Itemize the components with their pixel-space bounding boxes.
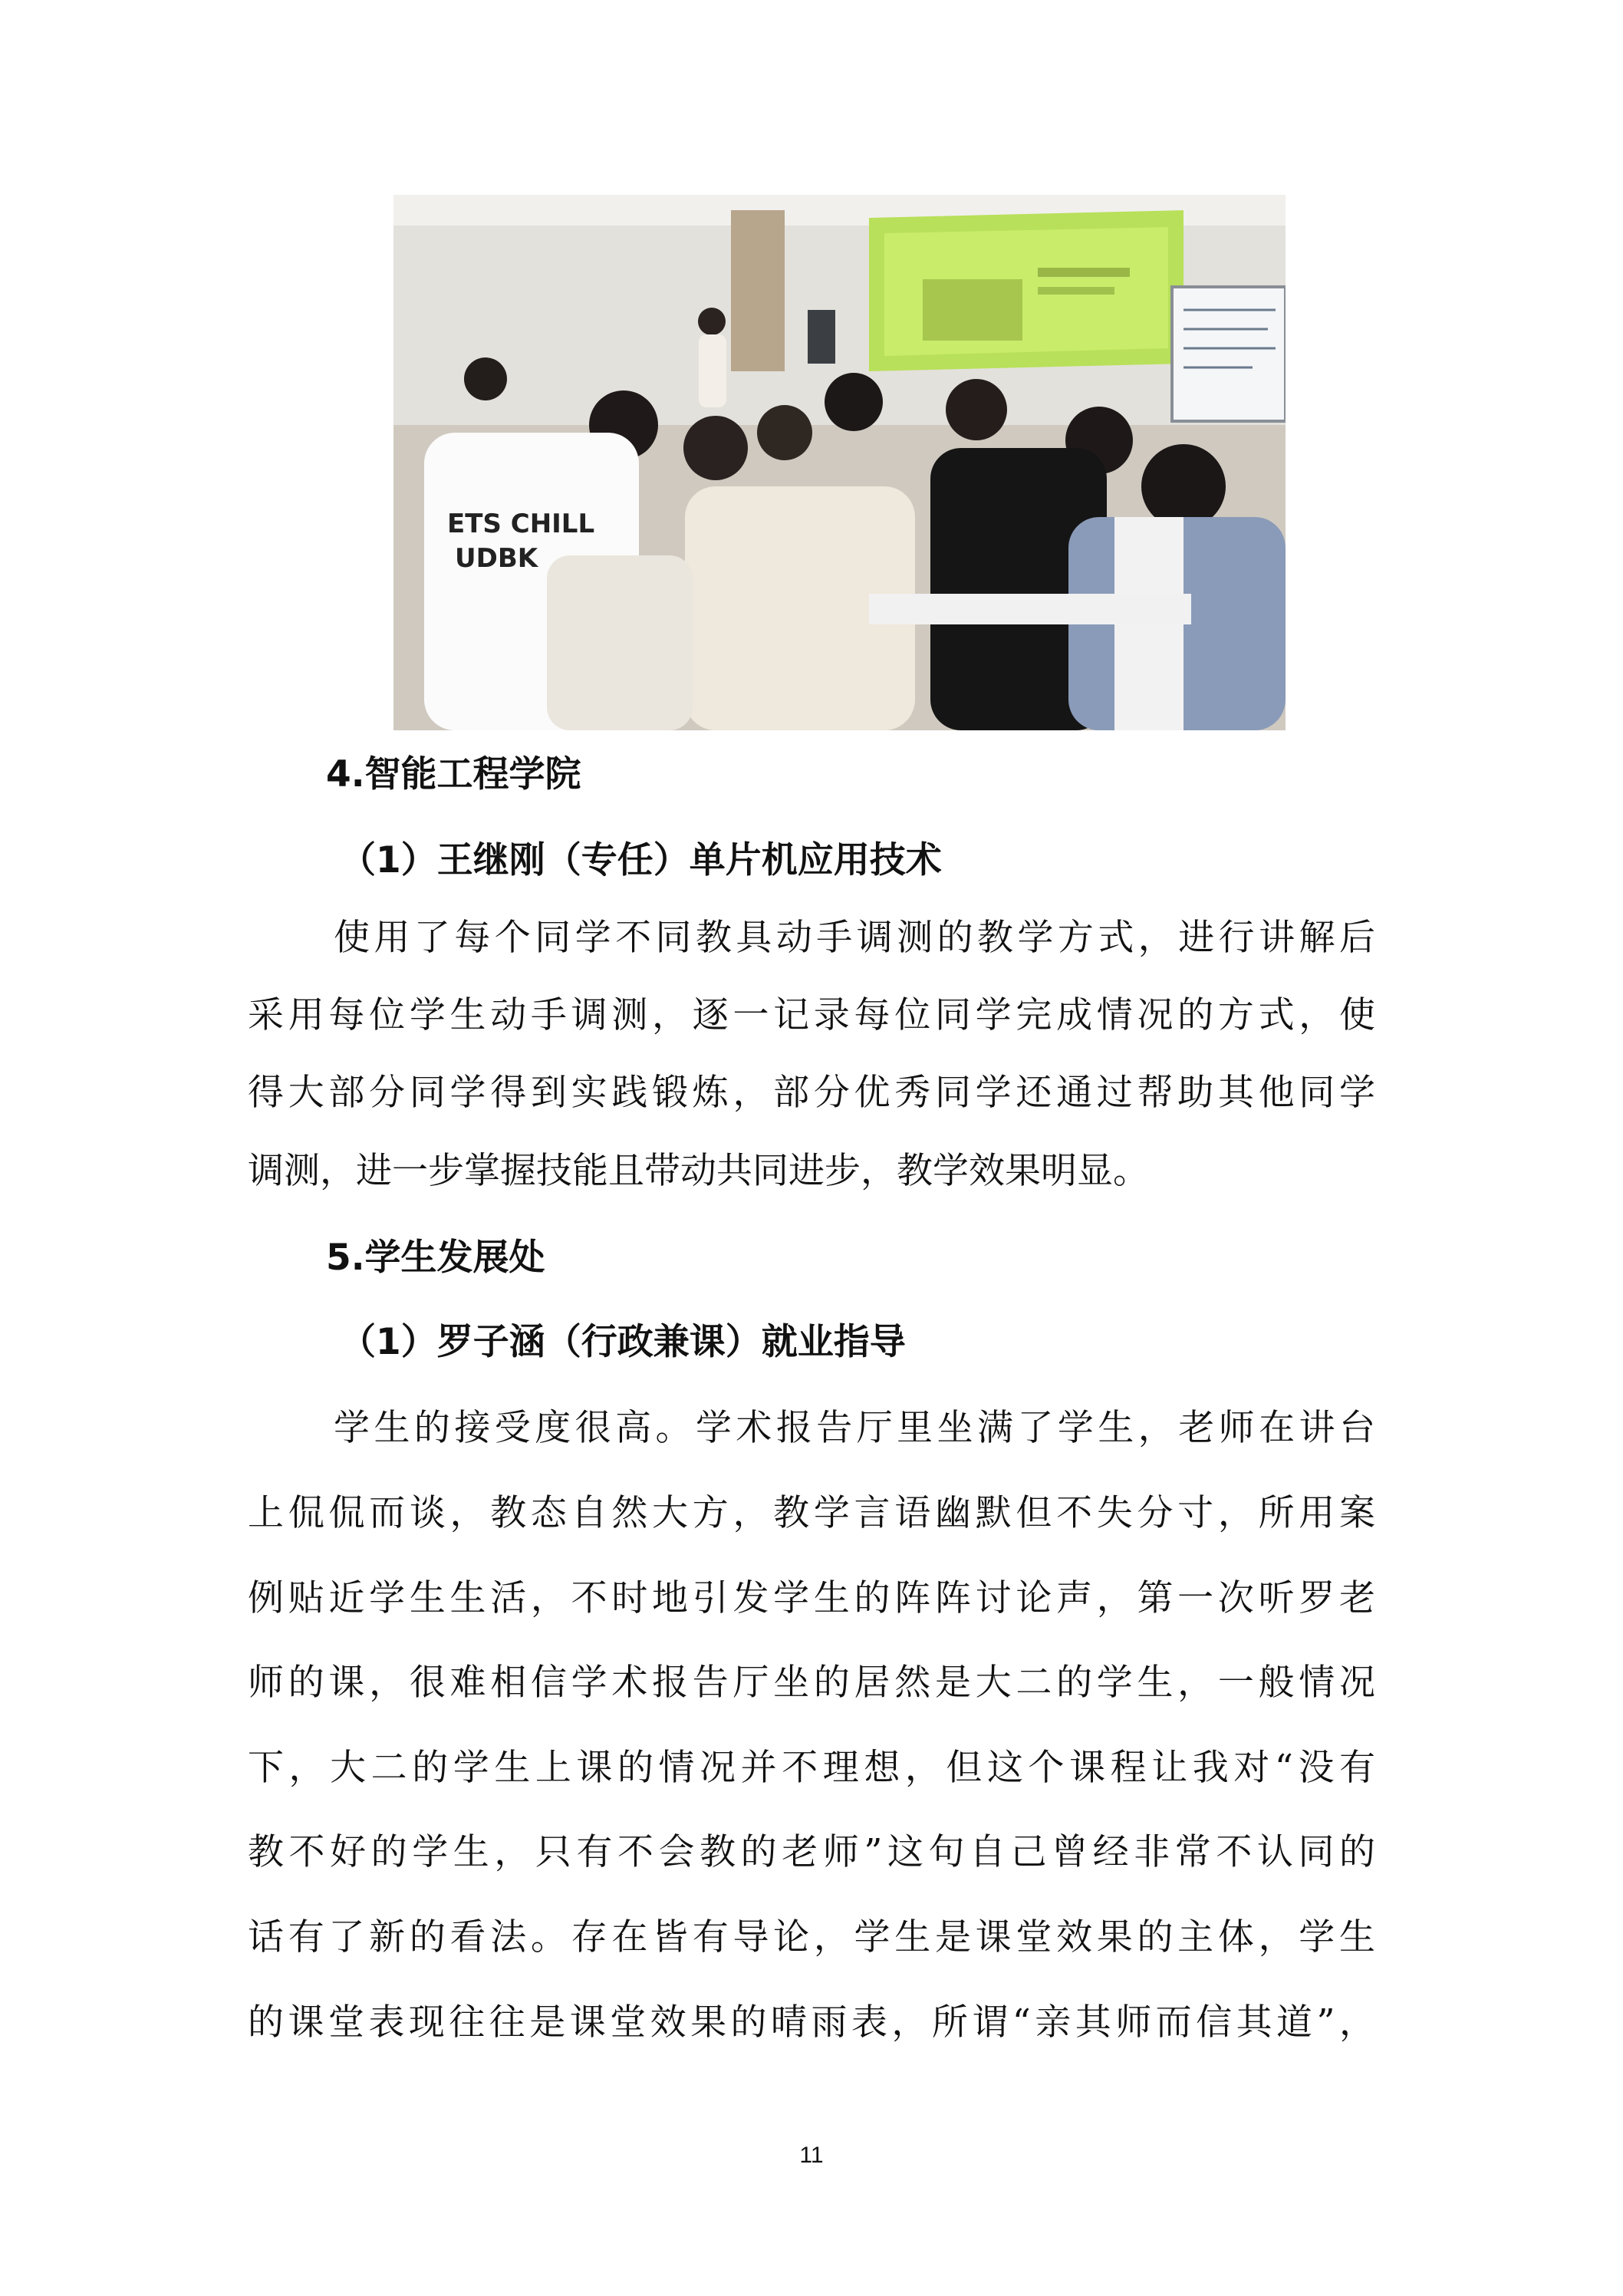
section-5-paragraph-line: 师的课，很难相信学术报告厅坐的居然是大二的学生，一般情况 [248, 1662, 1375, 1704]
section-5-paragraph-line: 教不好的学生，只有不会教的老师”这句自己曾经非常不认同的 [248, 1831, 1375, 1873]
section-5-paragraph-line: 话有了新的看法。存在皆有导论，学生是课堂效果的主体，学生 [248, 1916, 1375, 1958]
section-4-paragraph-line: 采用每位学生动手调测，逐一记录每位同学完成情况的方式，使 [248, 994, 1375, 1036]
section-4-paragraph-line: 得大部分同学得到实践锻炼，部分优秀同学还通过帮助其他同学 [248, 1072, 1375, 1114]
section-5-paragraph-line: 下，大二的学生上课的情况并不理想，但这个课程让我对“没有 [248, 1747, 1375, 1789]
section-5-paragraph-line: 上侃侃而谈，教态自然大方，教学言语幽默但不失分寸，所用案 [248, 1492, 1375, 1534]
section-4-paragraph-line: 调测，进一步掌握技能且带动共同进步，教学效果明显。 [248, 1150, 1149, 1192]
section-5-paragraph-line: 学生的接受度很高。学术报告厅里坐满了学生，老师在讲台 [334, 1407, 1375, 1449]
section-4-heading: 4.智能工程学院 [326, 753, 581, 796]
section-5-heading: 5.学生发展处 [326, 1237, 545, 1279]
section-5-subheading: （1）罗子涵（行政兼课）就业指导 [340, 1321, 906, 1363]
shirt-print-line2: UDBK [455, 543, 538, 574]
classroom-photo [393, 195, 1286, 730]
section-4-subheading: （1）王继刚（专任）单片机应用技术 [340, 839, 942, 881]
classroom-photo-illustration [393, 195, 1286, 730]
section-5-paragraph-line: 例贴近学生生活，不时地引发学生的阵阵讨论声，第一次听罗老 [248, 1577, 1375, 1619]
section-4-paragraph-line: 使用了每个同学不同教具动手调测的教学方式，进行讲解后 [334, 917, 1375, 959]
section-5-paragraph-line: 的课堂表现往往是课堂效果的晴雨表，所谓“亲其师而信其道”， [248, 2001, 1375, 2044]
page-number: 11 [799, 2143, 824, 2168]
shirt-print-line1: ETS CHILL [447, 509, 595, 539]
